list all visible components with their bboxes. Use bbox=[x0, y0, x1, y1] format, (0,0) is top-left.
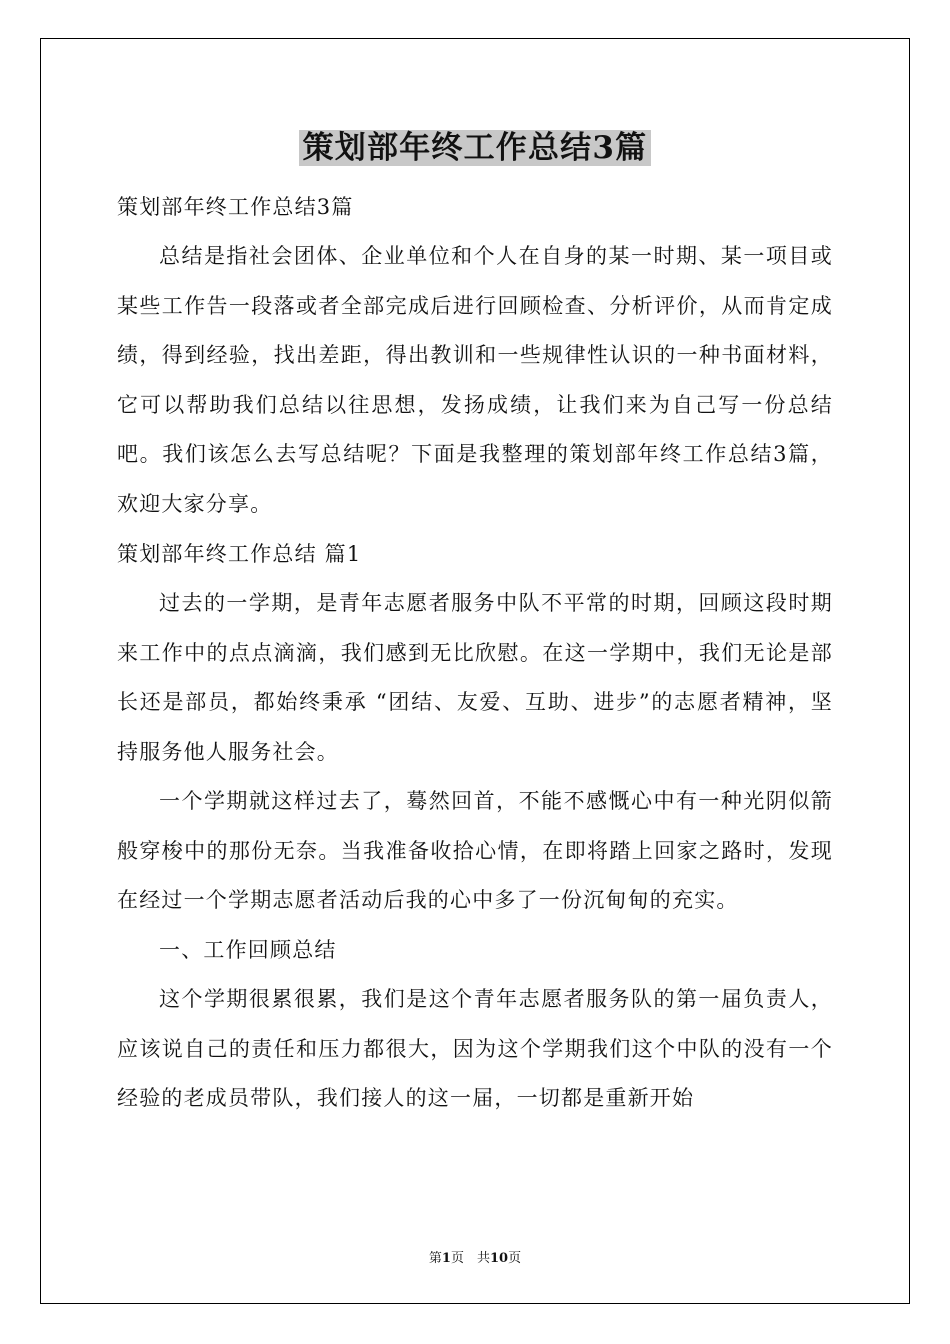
page-footer bbox=[0, 1247, 950, 1266]
current-page-number: 1 bbox=[441, 1251, 451, 1266]
intro-paragraph: 总结是指社会团体、企业单位和个人在自身的某一时期、某一项目或某些工作告一段落或者全部完成后进行回顾检查、分析评价，从而肯定成绩，得到经验，找出差距，得出教训和一些规律性认识的一种书面材料，它可以帮助我们总结以往思想，发扬成绩，让我们来为自己写一份总结吧。我们该怎么去写总结呢？下面是我整理的策划部年终工作总结3篇，欢迎大家分享。 bbox=[117, 244, 833, 516]
paragraph-1: 过去的一学期，是青年志愿者服务中队不平常的时期，回顾这段时期来工作中的点点滴滴，我们感到无比欣慰。在这一学期中，我们无论是部长还是部员，都始终秉承 “团结、友爱、互助、进步”的志愿者精神，坚持服务他人服务社会。 bbox=[117, 591, 833, 764]
section-heading: 策划部年终工作总结 篇1 bbox=[117, 542, 362, 566]
paragraph-3: 这个学期很累很累，我们是这个青年志愿者服务队的第一届负责人，应该说自己的责任和压力都很大，因为这个学期我们这个中队的没有一个经验的老成员带队，我们接人的这一届，一切都是重新开始 bbox=[117, 987, 833, 1110]
total-page-number: 10 bbox=[489, 1251, 509, 1266]
subsection-heading: 一、工作回顾总结 bbox=[159, 937, 337, 962]
document-body bbox=[117, 120, 833, 1124]
title-text: 策划部年终工作总结3篇 bbox=[299, 130, 652, 166]
footer-mid: 页 共 bbox=[450, 1251, 490, 1266]
document-title bbox=[117, 120, 833, 176]
footer-suffix: 页 bbox=[508, 1251, 522, 1266]
paragraph-2: 一个学期就这样过去了，蓦然回首，不能不感慨心中有一种光阴似箭般穿梭中的那份无奈。当我准备收拾心情，在即将踏上回家之路时，发现在经过一个学期志愿者活动后我的心中多了一份沉甸甸的充实。 bbox=[117, 789, 833, 912]
document-subtitle: 策划部年终工作总结3篇 bbox=[117, 195, 354, 219]
footer-prefix: 第 bbox=[428, 1251, 442, 1266]
